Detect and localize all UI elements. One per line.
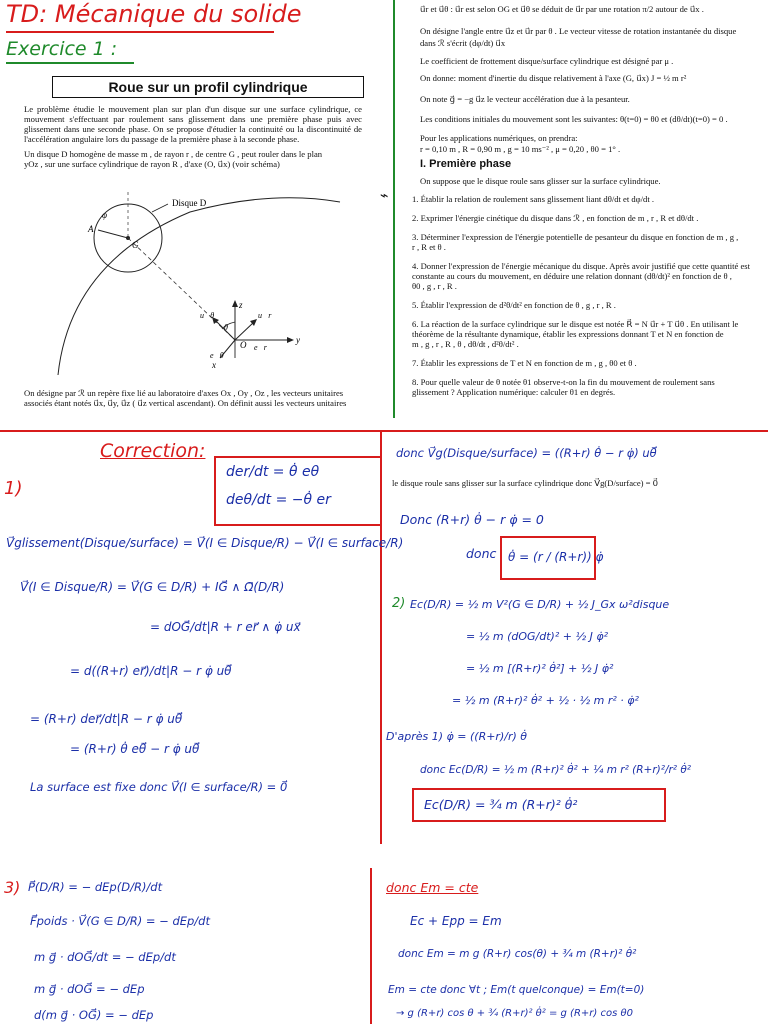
- svg-text:φ: φ: [102, 210, 107, 220]
- corr-line: La surface est fixe donc V⃗(I ∈ surface/R) = 0⃗: [30, 780, 288, 794]
- em-line: Ec + Epp = Em: [410, 914, 502, 928]
- r-line-2b: dans ℛ s'écrit (dφ/dt) u⃗x: [420, 38, 506, 48]
- ec-result-box: [412, 788, 666, 822]
- svg-text:O: O: [240, 340, 247, 350]
- question-item: 5. Établir l'expression de d²θ/dt² en fonction de θ , g , r , R .: [412, 300, 616, 310]
- schema-figure: [40, 172, 370, 377]
- phase-title: I. Première phase: [420, 158, 512, 170]
- box-eq-1: der/dt = θ̇ eθ: [226, 464, 320, 480]
- em-title: donc Em = cte: [386, 880, 479, 895]
- td-title-underline: [6, 31, 274, 33]
- boxed-relation: θ̇ = (r / (R+r)) φ̇: [508, 550, 604, 564]
- rsg-relation-box: [500, 536, 604, 580]
- q3-line: P⃗(D/R) = − dEp(D/R)/dt: [28, 880, 163, 894]
- question-item: 8. Pour quelle valeur de θ notée θ1 observe-t-on la fin du mouvement de roulement sans: [412, 377, 715, 387]
- svg-text:A: A: [88, 224, 94, 234]
- q3-line: d(m g⃗ · OG⃗) = − dEp: [34, 1008, 154, 1022]
- question-item: 6. La réaction de la surface cylindrique sur le disque est notée R⃗ = N u⃗r + T u⃗θ . En utilisant le: [412, 319, 739, 329]
- r-line-8: r = 0,10 m , R = 0,90 m , g = 10 ms⁻² , μ = 0,20 , θ0 = 1° .: [420, 144, 621, 154]
- question-item: 1. Établir la relation de roulement sans glissement liant dθ/dt et dφ/dt .: [412, 194, 655, 204]
- q2-line: = ½ m (dOG/dt)² + ½ J φ̇²: [466, 630, 609, 643]
- footer-line-1: On désigne par ℛ un repère fixe lié au laboratoire d'axes Ox , Oy , Oz , les vecteurs unitaires: [24, 388, 344, 398]
- corr-line: = dOG⃗/dt|R + r er⃗ ∧ φ̇ ux⃗: [150, 620, 301, 634]
- exercise-label: Exercice 1 :: [6, 38, 118, 60]
- r-line-4: On donne: moment d'inertie du disque relativement à l'axe (G, u⃗x) J = ½ m r²: [420, 73, 687, 83]
- svg-text:y: y: [296, 335, 300, 345]
- corr-right-line: le disque roule sans glisser sur la surface cylindrique donc V⃗g(D/surface) = 0⃗: [392, 478, 659, 488]
- exercise-underline: [6, 62, 134, 64]
- margin-mark: ⌁: [380, 189, 389, 204]
- q1-label: 1): [4, 478, 23, 499]
- question-item: glissement ? Application numérique: calculer θ1 en degrés.: [412, 387, 616, 397]
- svg-text:u⃗r: u⃗r: [258, 311, 272, 320]
- footer-line-2: associés étant notés u⃗x, u⃗y, u⃗z ( u⃗z vertical ascendant). On définit aussi les vecteurs unitaires: [24, 398, 347, 408]
- question-item: 3. Déterminer l'expression de l'énergie potentielle de pesanteur du disque en fonction de m , g ,: [412, 232, 739, 242]
- r-line-6: Les conditions initiales du mouvement sont les suivantes: θ(t=0) = θ0 et (dθ/dt)(t=0) = 0 .: [420, 114, 728, 124]
- derivative-box: [214, 456, 382, 526]
- svg-text:u⃗θ: u⃗θ: [200, 311, 215, 320]
- td-title: TD: Mécanique du solide: [6, 0, 302, 28]
- label-disque: Disque D: [172, 198, 207, 208]
- q2-line: = ½ m [(R+r)² θ̇²] + ½ J φ̇²: [466, 662, 614, 675]
- em-line: donc Em = m g (R+r) cos(θ) + ¾ m (R+r)² θ̇²: [398, 948, 637, 960]
- corr-right-line: donc: [466, 546, 497, 561]
- question-item: m , g , r , R , θ , dθ/dt , d²θ/dt² .: [412, 339, 519, 349]
- corr-line: V⃗(I ∈ Disque/R) = V⃗(G ∈ D/R) + IG⃗ ∧ Ω⃗(D/R): [20, 580, 285, 594]
- question-item: 4. Donner l'expression de l'énergie mécanique du disque. Après avoir justifié que cette quantité est: [412, 261, 750, 271]
- em-line: Em = cte donc ∀t ; Em(t quelconque) = Em(t=0): [388, 984, 645, 996]
- svg-text:e⃗θ: e⃗θ: [210, 351, 224, 360]
- r-line-5: On note g⃗ = −g u⃗z le vecteur accélération due à la pesanteur.: [420, 94, 630, 104]
- bottom-column-divider: [370, 868, 372, 1024]
- cylinder-arc: [58, 198, 340, 375]
- q2-line: = ½ m (R+r)² θ̇² + ½ · ½ m r² · φ̇²: [452, 694, 639, 707]
- question-list: [412, 194, 762, 397]
- disc-line-1: Un disque D homogène de masse m , de rayon r , de centre G , peut rouler dans le plan: [24, 149, 323, 159]
- corr-right-line: Donc (R+r) θ̇ − r φ̇ = 0: [400, 512, 544, 527]
- q3-line: F⃗poids · V⃗(G ∈ D/R) = − dEp/dt: [30, 914, 210, 928]
- q2-line: donc Ec(D/R) = ½ m (R+r)² θ̇² + ¼ m r² (R+r)²/r² θ̇²: [420, 764, 691, 776]
- question-item: théorème de la résultante dynamique, établir les expressions donnant T et N en fonction de: [412, 329, 724, 339]
- svg-text:z: z: [239, 300, 243, 310]
- corr-line: = (R+r) θ̇ eθ⃗ − r φ̇ uθ⃗: [70, 742, 200, 756]
- problem-title: Roue sur un profil cylindrique: [52, 76, 364, 98]
- corr-right-line: donc V⃗g(Disque/surface) = ((R+r) θ̇ − r φ̇) uθ⃗: [396, 446, 657, 460]
- q2-line: Ec(D/R) = ½ m V²(G ∈ D/R) + ½ J_Gx ω²disque: [410, 598, 670, 611]
- corr-line: = (R+r) der⃗/dt|R − r φ̇ uθ⃗: [30, 712, 183, 726]
- svg-text:x: x: [212, 360, 216, 370]
- disc-line-2: yOz , sur une surface cylindrique de rayon R , d'axe (O, u⃗x) (voir schéma): [24, 159, 280, 169]
- question-item: θ0 , g , r , R .: [412, 281, 457, 291]
- corr-line: V⃗glissement(Disque/surface) = V⃗(I ∈ Disque/R) − V⃗(I ∈ surface/R): [6, 536, 404, 550]
- em-line: → g (R+r) cos θ + ¾ (R+r)² θ̇² = g (R+r) cos θ0: [396, 1008, 633, 1019]
- phase-intro: On suppose que le disque roule sans glisser sur la surface cylindrique.: [420, 176, 661, 186]
- svg-text:G: G: [132, 240, 139, 250]
- correction-title: Correction:: [100, 440, 206, 462]
- column-divider: [393, 0, 395, 418]
- svg-text:e⃗r: e⃗r: [254, 343, 267, 352]
- corr-line: = d((R+r) er⃗)/dt|R − r φ̇ uθ⃗: [70, 664, 232, 678]
- boxed-ec: Ec(D/R) = ¾ m (R+r)² θ̇²: [424, 797, 578, 812]
- correction-divider: [0, 430, 768, 432]
- r-line-1: u⃗r et u⃗θ : u⃗r est selon OG et u⃗θ se déduit de u⃗r par une rotation π/2 autour de u⃗x .: [420, 4, 704, 14]
- box-eq-2: deθ/dt = −θ̇ er: [226, 492, 331, 508]
- og-dashed: [128, 238, 235, 340]
- q3-line: m g⃗ · dOG⃗ = − dEp: [34, 982, 145, 996]
- q2-label: 2): [392, 596, 406, 611]
- problem-intro: Le problème étudie le mouvement plan sur plan d'un disque sur une surface cylindrique, ce mouvement s'effectuant par roulement sans glissement dans une première phase puis avec glissement dans une seconde phase. On se propose d'étudier la continuité ou la discontinuité de l'accélération angulaire lors du passage de la première phase à la seconde phase.: [24, 104, 362, 144]
- question-item: 2. Exprimer l'énergie cinétique du disque dans ℛ , en fonction de m , r , R et dθ/dt .: [412, 213, 699, 223]
- r-line-2a: On désigne l'angle entre u⃗z et u⃗r par θ . Le vecteur vitesse de rotation instantanée du disque: [420, 26, 737, 36]
- question-item: r , R et θ .: [412, 242, 446, 252]
- r-line-3: Le coefficient de frottement disque/surface cylindrique est désigné par μ .: [420, 56, 674, 66]
- r-line-7: Pour les applications numériques, on prendra:: [420, 133, 578, 143]
- q2-line: D'après 1) φ̇ = ((R+r)/r) θ̇: [386, 730, 527, 743]
- q3-label: 3): [4, 878, 21, 897]
- question-item: 7. Établir les expressions de T et N en fonction de m , g , θ0 et θ .: [412, 358, 637, 368]
- q3-line: m g⃗ · dOG⃗/dt = − dEp/dt: [34, 950, 176, 964]
- svg-text:θ: θ: [224, 323, 228, 332]
- question-item: constante au cours du mouvement, en déduire une relation donnant (dθ/dt)² en fonction de θ ,: [412, 271, 732, 281]
